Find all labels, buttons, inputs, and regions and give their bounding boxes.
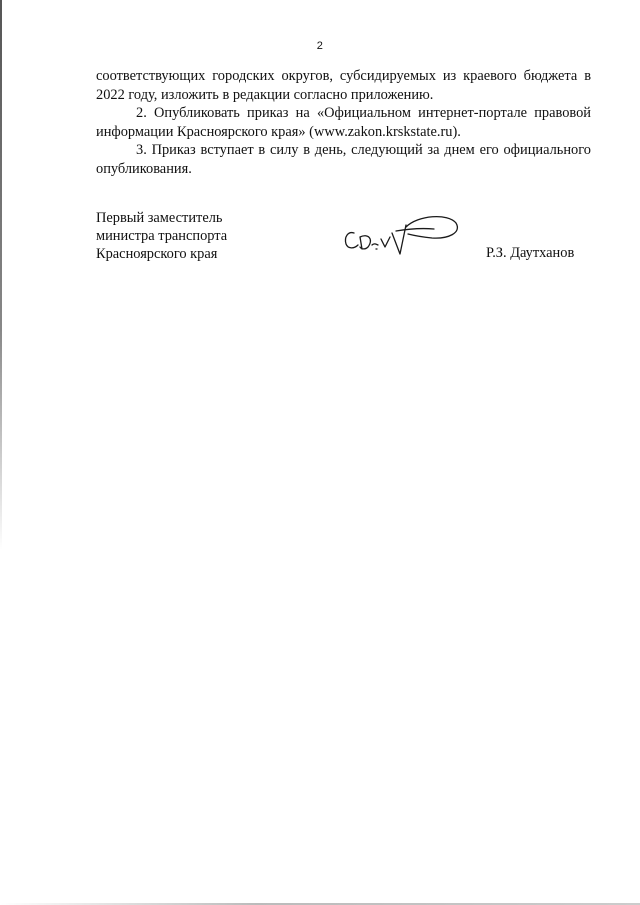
paragraph-item-3 — [96, 141, 591, 178]
paragraph-text: 3. Приказ вступает в силу в день, следующий за днем его официального опубликования. — [96, 142, 591, 177]
paragraph-text: 2. Опубликовать приказ на «Официальном интернет-портале правовой информации Красноярского края» (www.zakon.krskstate.ru). — [96, 105, 591, 140]
scan-edge-left — [0, 0, 2, 550]
signer-title-line: Красноярского края — [96, 246, 218, 262]
paragraph-continuation — [96, 67, 591, 104]
handwritten-signature — [338, 207, 464, 257]
paragraph-item-2 — [96, 104, 591, 141]
page-number: 2 — [316, 40, 324, 52]
signer-title-line: Первый заместитель — [96, 210, 223, 226]
signer-title — [96, 209, 227, 263]
signer-name: Р.З. Даутханов — [486, 245, 575, 261]
signer-title-line: министра транспорта — [96, 228, 228, 244]
paragraph-text: соответствующих городских округов, субсидируемых из краевого бюджета в 2022 году, изложить в редакции согласно приложению. — [96, 68, 591, 103]
